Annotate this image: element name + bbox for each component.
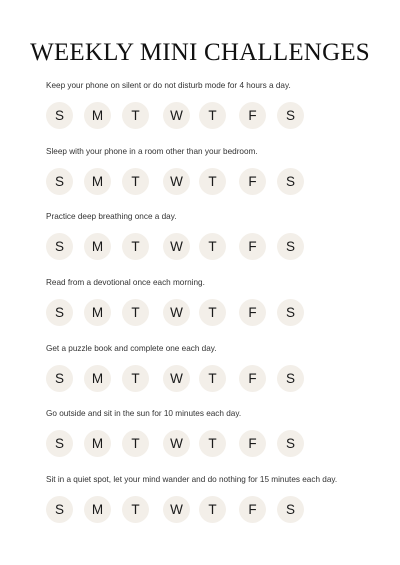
day-checkbox[interactable]: S xyxy=(46,102,73,129)
day-checkbox[interactable]: T xyxy=(122,168,149,195)
day-tracker-row xyxy=(46,168,366,196)
day-checkbox[interactable]: S xyxy=(277,168,304,195)
day-checkbox[interactable]: T xyxy=(199,168,226,195)
challenge-item xyxy=(46,147,366,196)
day-checkbox[interactable]: S xyxy=(46,168,73,195)
day-tracker-row xyxy=(46,299,366,327)
day-checkbox[interactable]: S xyxy=(46,496,73,523)
day-checkbox[interactable]: T xyxy=(122,102,149,129)
day-checkbox[interactable]: T xyxy=(122,365,149,392)
day-checkbox[interactable]: S xyxy=(277,233,304,260)
day-checkbox[interactable]: M xyxy=(84,365,111,392)
day-checkbox[interactable]: F xyxy=(239,365,266,392)
challenge-item xyxy=(46,475,366,524)
day-checkbox[interactable]: M xyxy=(84,168,111,195)
day-checkbox[interactable]: S xyxy=(277,496,304,523)
day-checkbox[interactable]: S xyxy=(277,299,304,326)
day-checkbox[interactable]: T xyxy=(122,430,149,457)
day-checkbox[interactable]: S xyxy=(46,430,73,457)
day-checkbox[interactable]: W xyxy=(163,299,190,326)
day-checkbox[interactable]: F xyxy=(239,102,266,129)
day-checkbox[interactable]: F xyxy=(239,496,266,523)
day-checkbox[interactable]: T xyxy=(199,102,226,129)
challenge-text: Sit in a quiet spot, let your mind wander and do nothing for 15 minutes each day. xyxy=(46,475,338,484)
day-tracker-row xyxy=(46,233,366,261)
challenge-text: Get a puzzle book and complete one each day. xyxy=(46,344,217,353)
challenge-item xyxy=(46,212,366,261)
day-checkbox[interactable]: S xyxy=(46,299,73,326)
day-checkbox[interactable]: F xyxy=(239,233,266,260)
challenge-item xyxy=(46,278,366,327)
day-checkbox[interactable]: M xyxy=(84,430,111,457)
challenge-text: Read from a devotional once each morning. xyxy=(46,278,205,287)
day-checkbox[interactable]: T xyxy=(199,430,226,457)
day-checkbox[interactable]: T xyxy=(122,299,149,326)
day-checkbox[interactable]: W xyxy=(163,233,190,260)
challenge-text: Keep your phone on silent or do not disturb mode for 4 hours a day. xyxy=(46,81,291,90)
day-tracker-row xyxy=(46,102,366,130)
day-checkbox[interactable]: T xyxy=(199,365,226,392)
day-checkbox[interactable]: F xyxy=(239,430,266,457)
day-tracker-row xyxy=(46,496,366,524)
day-checkbox[interactable]: S xyxy=(277,430,304,457)
challenge-text: Practice deep breathing once a day. xyxy=(46,212,177,221)
challenge-text: Sleep with your phone in a room other than your bedroom. xyxy=(46,147,258,156)
page-title: WEEKLY MINI CHALLENGES xyxy=(30,39,370,66)
day-checkbox[interactable]: S xyxy=(46,233,73,260)
day-checkbox[interactable]: W xyxy=(163,496,190,523)
day-checkbox[interactable]: W xyxy=(163,430,190,457)
day-checkbox[interactable]: W xyxy=(163,168,190,195)
day-tracker-row xyxy=(46,430,366,458)
day-checkbox[interactable]: W xyxy=(163,102,190,129)
challenge-item xyxy=(46,344,366,393)
day-checkbox[interactable]: T xyxy=(199,233,226,260)
day-checkbox[interactable]: T xyxy=(122,233,149,260)
day-checkbox[interactable]: F xyxy=(239,299,266,326)
challenge-item xyxy=(46,409,366,458)
day-checkbox[interactable]: S xyxy=(277,365,304,392)
challenge-text: Go outside and sit in the sun for 10 minutes each day. xyxy=(46,409,242,418)
day-checkbox[interactable]: S xyxy=(46,365,73,392)
day-checkbox[interactable]: M xyxy=(84,233,111,260)
day-checkbox[interactable]: M xyxy=(84,102,111,129)
day-checkbox[interactable]: W xyxy=(163,365,190,392)
day-tracker-row xyxy=(46,365,366,393)
challenge-item xyxy=(46,81,366,130)
day-checkbox[interactable]: T xyxy=(199,496,226,523)
day-checkbox[interactable]: M xyxy=(84,496,111,523)
day-checkbox[interactable]: T xyxy=(199,299,226,326)
day-checkbox[interactable]: T xyxy=(122,496,149,523)
day-checkbox[interactable]: F xyxy=(239,168,266,195)
day-checkbox[interactable]: M xyxy=(84,299,111,326)
day-checkbox[interactable]: S xyxy=(277,102,304,129)
